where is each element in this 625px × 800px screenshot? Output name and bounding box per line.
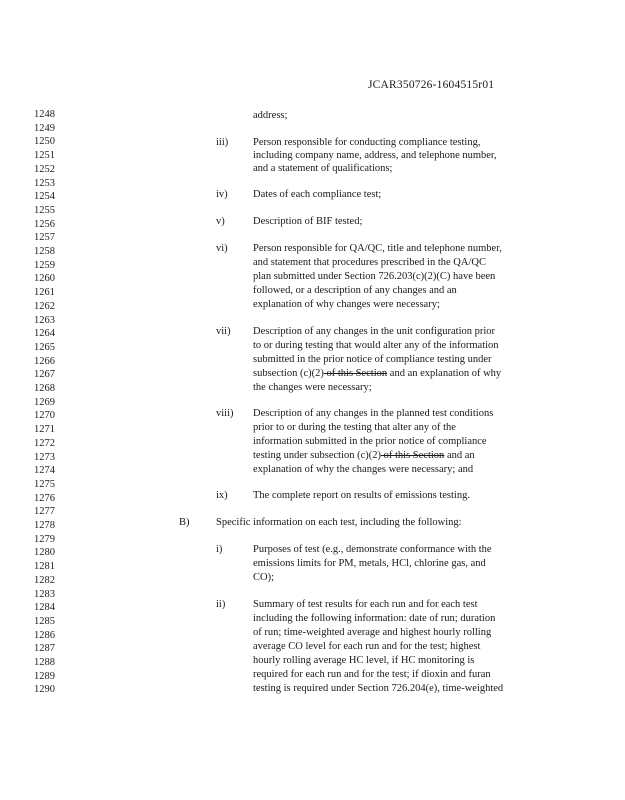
line-number: 1290 bbox=[34, 684, 55, 696]
line-number: 1288 bbox=[34, 657, 55, 668]
line-number: 1253 bbox=[34, 177, 55, 189]
item-iii-line: Person responsible for conducting compliance testing, bbox=[253, 137, 481, 148]
line-number: 1272 bbox=[34, 437, 55, 449]
item-vi-line: followed, or a description of any changes and an bbox=[253, 285, 457, 296]
item-iii-line: including company name, address, and telephone number, bbox=[253, 150, 497, 161]
item-viii-line: information submitted in the prior notice of compliance bbox=[253, 436, 487, 447]
item-viii-line: Description of any changes in the planned test conditions bbox=[253, 408, 494, 419]
item-B-line: Specific information on each test, including the following: bbox=[216, 517, 462, 528]
item-viii-marker: viii) bbox=[216, 408, 234, 419]
line-number: 1286 bbox=[34, 629, 55, 641]
line-number: 1259 bbox=[34, 259, 55, 271]
item-B-marker: B) bbox=[179, 517, 190, 528]
item-B-ii-marker: ii) bbox=[216, 599, 226, 610]
line-number: 1282 bbox=[34, 574, 55, 586]
line-number: 1278 bbox=[34, 520, 55, 531]
item-vii-marker: vii) bbox=[216, 326, 231, 337]
line-number: 1267 bbox=[34, 369, 55, 381]
line-number: 1255 bbox=[34, 204, 55, 216]
continuation-text: address; bbox=[253, 110, 288, 121]
item-vii-line: Description of any changes in the unit configuration prior bbox=[253, 326, 496, 337]
line-number: 1248 bbox=[34, 109, 55, 120]
item-B-i-line: CO); bbox=[253, 572, 274, 583]
item-B-ii-line: Summary of test results for each run and for each test bbox=[253, 599, 478, 610]
line-number: 1251 bbox=[34, 150, 55, 162]
item-viii-line: explanation of why the changes were necessary; and bbox=[253, 464, 474, 475]
line-remainder: and an bbox=[444, 450, 475, 461]
item-B-i-marker: i) bbox=[216, 544, 223, 555]
item-B-ii-line: including the following information: date of run; duration bbox=[253, 613, 496, 624]
line-number: 1271 bbox=[34, 424, 55, 436]
line-number: 1277 bbox=[34, 506, 55, 518]
line-number: 1256 bbox=[34, 218, 55, 230]
line-number: 1285 bbox=[34, 615, 55, 627]
item-vii-line: submitted in the prior notice of compliance testing under bbox=[253, 354, 492, 365]
line-number: 1262 bbox=[34, 300, 55, 312]
line-number: 1264 bbox=[34, 328, 55, 340]
line-number: 1268 bbox=[34, 383, 55, 394]
item-vi-line: plan submitted under Section 726.203(c)(2)(C) have been bbox=[253, 271, 496, 282]
line-remainder: and an explanation of why bbox=[387, 368, 502, 379]
item-vi-line: Person responsible for QA/QC, title and telephone number, bbox=[253, 243, 502, 254]
item-B-ii-line: average CO level for each run and for the test; highest bbox=[253, 641, 481, 652]
line-number: 1254 bbox=[34, 191, 55, 203]
line-number: 1280 bbox=[34, 547, 55, 559]
line-number: 1273 bbox=[34, 451, 55, 463]
line-number: 1284 bbox=[34, 602, 55, 614]
line-number: 1281 bbox=[34, 561, 55, 573]
struck-text: of this Section bbox=[323, 368, 388, 379]
subsection-reference: testing under subsection (c)(2) bbox=[253, 450, 382, 461]
line-number: 1270 bbox=[34, 410, 55, 422]
line-number: 1249 bbox=[34, 122, 55, 134]
line-number: 1258 bbox=[34, 246, 55, 257]
item-iii-line: and a statement of qualifications; bbox=[253, 163, 393, 174]
item-B-i-line: emissions limits for PM, metals, HCl, chlorine gas, and bbox=[253, 558, 486, 569]
line-number: 1283 bbox=[34, 588, 55, 600]
line-number: 1274 bbox=[34, 465, 55, 477]
item-vi-line: explanation of why changes were necessary; bbox=[253, 299, 440, 310]
item-B-ii-line: of run; time-weighted average and highest hourly rolling bbox=[253, 627, 492, 638]
line-number: 1276 bbox=[34, 492, 55, 504]
item-v-marker: v) bbox=[216, 216, 225, 227]
line-number: 1289 bbox=[34, 670, 55, 682]
struck-text: of this Section bbox=[381, 450, 445, 461]
line-number: 1257 bbox=[34, 232, 55, 244]
item-iv-marker: iv) bbox=[216, 189, 228, 200]
item-B-ii-line: testing is required under Section 726.204(e), time-weighted bbox=[253, 683, 504, 694]
line-number: 1287 bbox=[34, 643, 55, 655]
item-B-i-line: Purposes of test (e.g., demonstrate conformance with the bbox=[253, 544, 492, 555]
line-number: 1261 bbox=[34, 287, 55, 299]
line-number: 1250 bbox=[34, 136, 55, 148]
item-viii-line: prior to or during the testing that alter any of the bbox=[253, 422, 456, 433]
item-vii-line: to or during testing that would alter any of the information bbox=[253, 340, 499, 351]
line-number: 1265 bbox=[34, 341, 55, 353]
item-viii-line bbox=[253, 449, 475, 462]
item-vii-line bbox=[253, 367, 501, 380]
line-number: 1260 bbox=[34, 273, 55, 285]
document-id: JCAR350726-1604515r01 bbox=[368, 79, 495, 91]
item-vi-marker: vi) bbox=[216, 243, 228, 254]
item-vi-line: and statement that procedures prescribed in the QA/QC bbox=[253, 257, 486, 268]
subsection-reference: subsection (c)(2) bbox=[253, 368, 324, 379]
item-ix-marker: ix) bbox=[216, 490, 228, 501]
item-v-line: Description of BIF tested; bbox=[253, 216, 363, 227]
line-number: 1263 bbox=[34, 314, 55, 326]
item-ix-line: The complete report on results of emissions testing. bbox=[253, 490, 470, 501]
item-iii-marker: iii) bbox=[216, 137, 229, 148]
item-iv-line: Dates of each compliance test; bbox=[253, 189, 382, 200]
line-number: 1266 bbox=[34, 355, 55, 367]
line-number: 1275 bbox=[34, 478, 55, 490]
item-vii-line: the changes were necessary; bbox=[253, 382, 372, 393]
line-number: 1252 bbox=[34, 163, 55, 175]
line-number: 1269 bbox=[34, 396, 55, 408]
item-B-ii-line: hourly rolling average HC level, if HC monitoring is bbox=[253, 655, 475, 666]
item-B-ii-line: required for each run and for the test; if dioxin and furan bbox=[253, 669, 491, 680]
line-number: 1279 bbox=[34, 533, 55, 545]
